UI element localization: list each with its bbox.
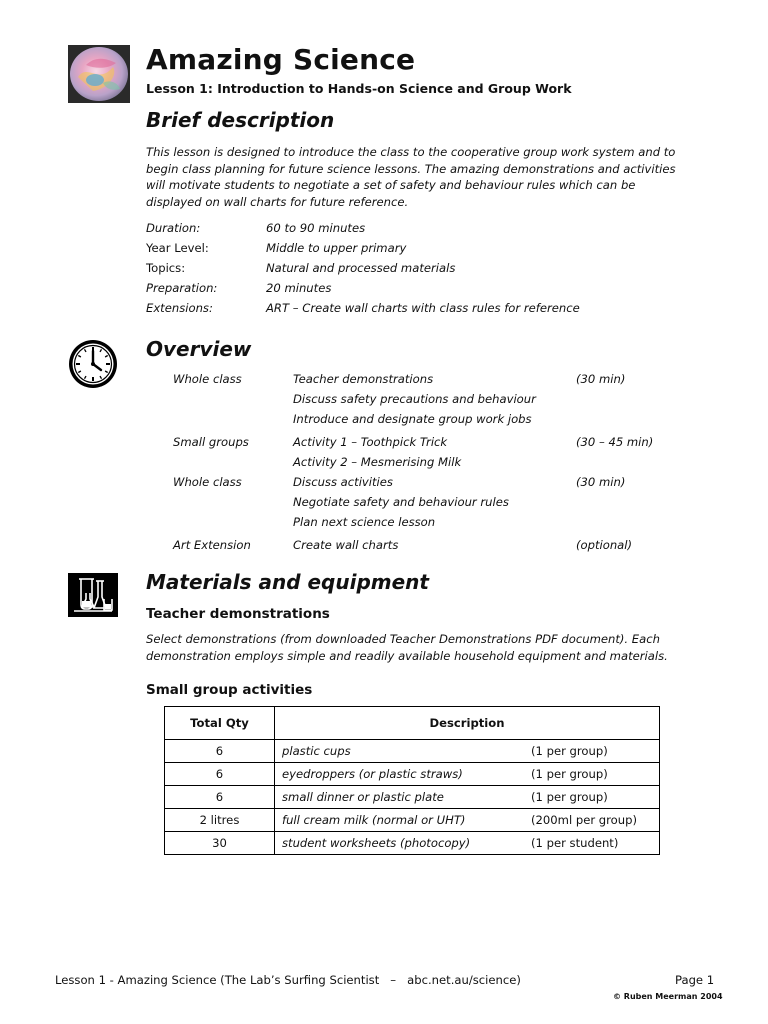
desc-text: student worksheets (photocopy) [282, 836, 471, 850]
overview-time: (30 – 45 min) [576, 435, 654, 449]
detail-value: Middle to upper primary [266, 241, 407, 255]
overview-time: (30 min) [576, 372, 626, 386]
desc-text: eyedroppers (or plastic straws) [282, 767, 463, 781]
overview-item: Discuss activities [293, 475, 393, 489]
overview-who: Art Extension [173, 538, 251, 552]
desc-text: full cream milk (normal or UHT) [282, 813, 466, 827]
page-title: Amazing Science [146, 43, 416, 76]
desc-cell [275, 740, 660, 763]
table-row [165, 832, 660, 855]
per-text: (1 per group) [531, 767, 608, 781]
qty-cell: 6 [165, 786, 275, 809]
overview-item: Teacher demonstrations [293, 372, 434, 386]
lesson-subtitle: Lesson 1: Introduction to Hands-on Science and Group Work [146, 81, 572, 96]
overview-item: Plan next science lesson [293, 515, 436, 529]
small-group-heading: Small group activities [146, 682, 313, 698]
qty-cell: 6 [165, 763, 275, 786]
detail-row [146, 221, 706, 241]
detail-value: Natural and processed materials [266, 261, 456, 275]
detail-row [146, 261, 706, 281]
overview-who: Small groups [173, 435, 249, 449]
detail-value: 20 minutes [266, 281, 332, 295]
overview-item: Negotiate safety and behaviour rules [293, 495, 509, 509]
qty-cell: 30 [165, 832, 275, 855]
table-row [165, 763, 660, 786]
desc-text: plastic cups [282, 744, 351, 758]
table-row [165, 809, 660, 832]
materials-heading: Materials and equipment [146, 570, 429, 594]
detail-row [146, 241, 706, 261]
detail-value: ART – Create wall charts with class rules for reference [266, 301, 580, 315]
detail-label: Year Level: [146, 241, 209, 255]
overview-item: Activity 2 – Mesmerising Milk [293, 455, 462, 469]
overview-item: Discuss safety precautions and behaviour [293, 392, 536, 406]
desc-cell [275, 763, 660, 786]
overview-who: Whole class [173, 372, 242, 386]
overview-item: Introduce and designate group work jobs [293, 412, 532, 426]
detail-value: 60 to 90 minutes [266, 221, 366, 235]
col-qty-header: Total Qty [165, 707, 275, 740]
copyright: © Ruben Meerman 2004 [613, 992, 723, 1001]
table-row [165, 740, 660, 763]
page-number: Page 1 [675, 973, 715, 987]
brief-heading: Brief description [146, 108, 335, 132]
detail-label: Extensions: [146, 301, 213, 315]
col-desc-header: Description [275, 707, 660, 740]
detail-label: Duration: [146, 221, 201, 235]
per-text: (1 per group) [531, 744, 608, 758]
overview-time: (30 min) [576, 475, 626, 489]
overview-who: Whole class [173, 475, 242, 489]
per-text: (1 per student) [531, 836, 619, 850]
overview-heading: Overview [146, 337, 252, 361]
overview-item: Activity 1 – Toothpick Trick [293, 435, 448, 449]
teacher-demos-heading: Teacher demonstrations [146, 606, 330, 622]
teacher-demos-text: Select demonstrations (from downloaded Teacher Demonstrations PDF document). Each demonstration employs simple and readily available household equipment and materials. [146, 632, 668, 663]
brief-paragraph: This lesson is designed to introduce the class to the cooperative group work system and to begin class planning for future science lessons. The amazing demonstrations and activities will motivate students to negotiate a set of safety and behaviour rules which can be displayed on wall charts for future reference. [146, 145, 676, 210]
clock-icon [68, 339, 118, 389]
table-header-row [165, 707, 660, 740]
detail-row [146, 301, 706, 321]
qty-cell: 6 [165, 740, 275, 763]
qty-cell: 2 litres [165, 809, 275, 832]
lab-glassware-icon [68, 573, 118, 617]
desc-cell [275, 832, 660, 855]
detail-label: Topics: [146, 261, 186, 275]
per-text: (200ml per group) [531, 813, 637, 827]
desc-text: small dinner or plastic plate [282, 790, 444, 804]
per-text: (1 per group) [531, 790, 608, 804]
desc-cell [275, 786, 660, 809]
detail-row [146, 281, 706, 301]
overview-item: Create wall charts [293, 538, 399, 552]
petri-dish-logo [68, 45, 130, 103]
detail-label: Preparation: [146, 281, 218, 295]
lesson-details [146, 221, 706, 321]
materials-table [164, 706, 660, 855]
footer-left: Lesson 1 - Amazing Science (The Lab’s Surfing Scientist – abc.net.au/science) [55, 973, 521, 987]
desc-cell [275, 809, 660, 832]
overview-time: (optional) [576, 538, 633, 552]
overview-schedule [173, 372, 693, 562]
table-row [165, 786, 660, 809]
